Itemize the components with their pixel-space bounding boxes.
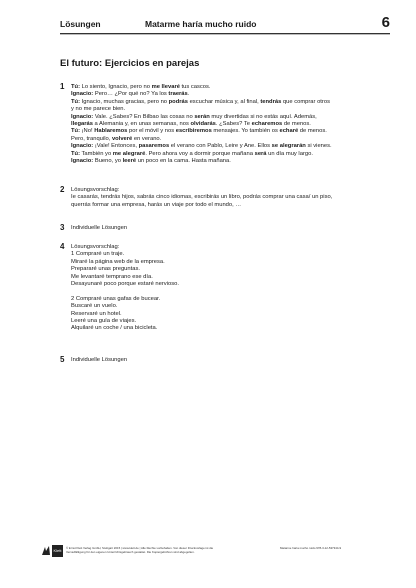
exercise-2-line: Lösungsvorschlag:: [71, 187, 120, 193]
chapter-number: 6: [381, 14, 390, 31]
exercise-5-line: Individuelle Lösungen: [71, 357, 128, 363]
exercise-1-line: Ignacio: Pero… ¿Por qué no? Ya los traerás.: [71, 91, 190, 98]
exercise-number-1: 1: [60, 82, 65, 91]
exercise-4-line: Me levantaré temprano ese día.: [71, 273, 153, 280]
exercise-4-line: Leeré una guía de viajes.: [71, 318, 137, 324]
exercise-number-4: 4: [60, 242, 65, 251]
exercise-4-line: Prepararé unas preguntas.: [71, 266, 140, 273]
exercise-4-line: 1 Compraré un traje.: [71, 251, 125, 258]
exercise-1-line: Ignacio: Vale. ¿Sabes? En Bilbao las cosas no serán muy divertidas si no estás aquí. Además,: [71, 113, 317, 120]
exercise-1-line: Ignacio: ¡Vale! Entonces, pasaremos el verano con Pablo, Leire y Ane. Ellos se alegrarán si vienes.: [71, 143, 332, 150]
exercise-1-line: llegarás a Alemania y, en unas semanas, nos olvidarás. ¿Sabes? Te echaremos de menos.: [71, 121, 311, 127]
klett-logo-icon: [40, 545, 52, 557]
exercise-4-line: Desayunaré poco porque estaré nervioso.: [71, 281, 179, 287]
page-header: [60, 14, 390, 39]
exercise-number-3: 3: [60, 223, 65, 232]
page-title: El futuro: Ejercicios en parejas: [60, 58, 200, 69]
exercise-1-line: y no me parece bien.: [71, 106, 126, 113]
exercise-4-line: Reservaré un hotel.: [71, 310, 122, 317]
exercise-1-line: Ignacio: Bueno, yo leeré un poco en la cama. Hasta mañana.: [71, 158, 231, 164]
exercise-1-line: Tú: También yo me alegraré. Pero ahora voy a dormir porque mañana será un día muy largo.: [71, 150, 313, 157]
page-footer: [40, 545, 380, 575]
klett-logo-text: Klett: [52, 545, 63, 557]
exercise-4-line: Lösungsvorschlag:: [71, 244, 120, 250]
exercise-1-line: Tú: Ignacio, muchas gracias, pero no podrás escuchar música y, al final, tendrás que comprar otros: [71, 98, 330, 105]
exercise-3-line: Individuelle Lösungen: [71, 225, 128, 231]
header-section: Lösungen: [60, 19, 101, 29]
header-title: Matarme haría mucho ruido: [145, 19, 257, 29]
exercise-2-line: Ie casarás, tendrás hijos, sabrás cinco idiomas, escribirás un libro, podrás comprar una casa/ un piso,: [71, 194, 333, 201]
exercise-4-line: Alquilaré un coche / una bicicleta.: [71, 325, 158, 332]
exercise-number-5: 5: [60, 355, 65, 364]
exercise-1-line: Tú: Lo siento, Ignacio, pero no me llevaré tus cascos.: [71, 84, 211, 90]
exercise-1-line: Tú: ¡No! Hablaremos por el móvil y nos escribiremos mensajes. Yo también os echaré de menos.: [71, 128, 327, 135]
exercise-4-line: Miraré la página web de la empresa.: [71, 258, 165, 265]
header-rule-shadow: [60, 34, 390, 35]
exercise-4-line: Buscaré un vuelo.: [71, 303, 118, 310]
exercise-2-line: querrás formar una empresa, harás un viaje por todo el mundo, …: [71, 201, 242, 208]
exercise-number-2: 2: [60, 185, 65, 194]
footer-book-info: Matarme haría mucho ruido 978-3-12-537344-9: [280, 546, 342, 550]
exercise-4-line: 2 Compraré unas gafas de bucear.: [71, 295, 161, 302]
exercise-1-line: Pero, tranquilo, volveré en verano.: [71, 135, 162, 142]
footer-copyright: © Ernst Klett Verlag GmbH, Stuttgart 2015 | www.klett.de | Alle Rechte vorbehalten. Von dieser Druckvorlage ist die Vervielfältigung für den eigenen Unterrichtsgebrauch gestattet. Die Kopiergebühren sind abgegolten.: [66, 546, 214, 554]
